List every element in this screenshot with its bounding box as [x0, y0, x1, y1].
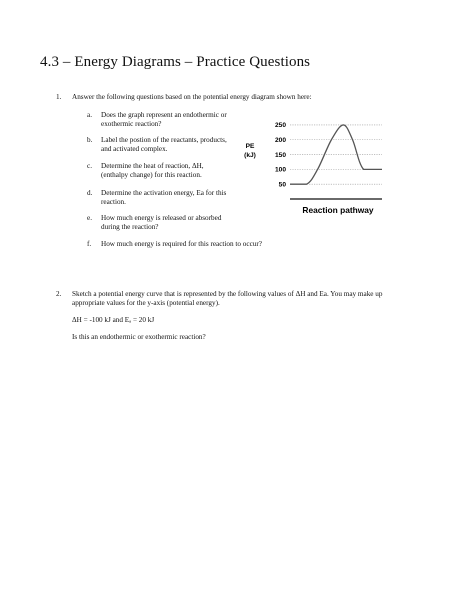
question-1c-text: Determine the heat of reaction, ΔH, (enthalpy change) for this reaction.	[101, 162, 204, 179]
y-tick-label-250: 250	[274, 122, 286, 130]
y-axis-label-kj: (kJ)	[244, 152, 256, 159]
question-2-prompt-line1: Sketch a potential energy curve that is represented by the following values of ΔH and Ea. You may make up	[72, 290, 383, 298]
y-tick-label-200: 200	[274, 137, 286, 145]
y-tick-label-150: 150	[274, 151, 286, 159]
question-2-number: 2.	[56, 290, 62, 298]
y-axis-label-pe: PE	[245, 143, 255, 150]
chart-y-ticks	[275, 122, 286, 188]
question-1e-text: How much energy is released or absorbed during the reaction?	[101, 214, 222, 231]
question-1a-text: Does the graph represent an endothermic or exothermic reaction?	[101, 111, 227, 128]
question-1b-letter: b.	[87, 136, 93, 144]
question-1-number: 1.	[56, 93, 62, 101]
y-tick-label-100: 100	[274, 166, 286, 174]
question-1f-letter: f.	[87, 240, 92, 248]
question-2-prompt-line2: appropriate values for the y-axis (potential energy).	[72, 299, 220, 307]
question-1c-letter: c.	[87, 162, 92, 170]
question-1-prompt: Answer the following questions based on the potential energy diagram shown here:	[72, 93, 312, 101]
energy-diagram-chart	[242, 112, 388, 216]
question-1d-letter: d.	[87, 189, 93, 197]
question-1b-text: Label the postion of the reactants, products, and activated complex.	[101, 136, 227, 153]
question-1d-text: Determine the activation energy, Ea for this reaction.	[101, 189, 227, 206]
question-2-given-values: ΔH = -100 kJ and Eₐ = 20 kJ	[72, 316, 155, 324]
chart-gridlines	[290, 125, 382, 184]
x-axis-label: Reaction pathway	[302, 205, 374, 215]
question-2-question: Is this an endothermic or exothermic reaction?	[72, 333, 206, 341]
y-tick-label-50: 50	[278, 181, 286, 189]
question-1e-letter: e.	[87, 214, 92, 222]
question-1f-text: How much energy is required for this reaction to occur?	[101, 240, 262, 248]
page-title: 4.3 – Energy Diagrams – Practice Questions	[40, 54, 311, 70]
question-1a-letter: a.	[87, 111, 92, 119]
